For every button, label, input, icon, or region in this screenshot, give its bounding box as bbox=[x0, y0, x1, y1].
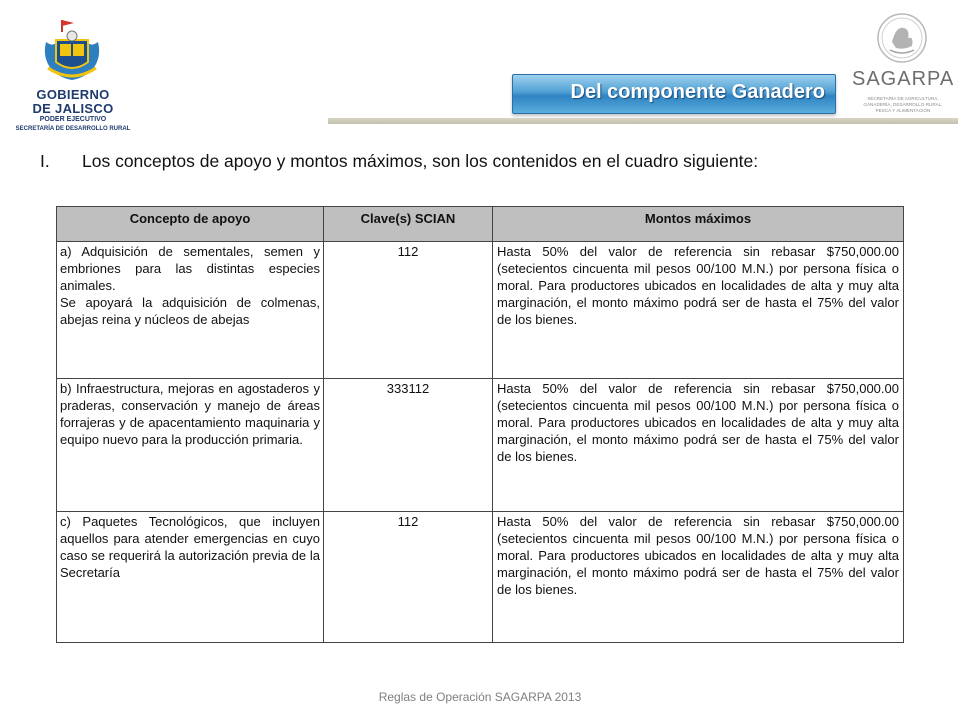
jalisco-logo-line2: DE JALISCO bbox=[32, 101, 114, 116]
table-row bbox=[57, 512, 904, 643]
monto-cell: Hasta 50% del valor de referencia sin rebasar $750,000.00 (setecientos cincuenta mil pesos 00/100 M.N.) por persona física o moral. Para productores ubicados en localidades de alta y muy alta marginación, el monto máximo podrá ser de hasta el 75% del valor de los bienes. bbox=[493, 242, 904, 379]
section-title: Del componente Ganadero bbox=[570, 81, 825, 103]
jalisco-logo-line4: SECRETARÍA DE DESARROLLO RURAL bbox=[15, 126, 131, 132]
concept-text-2: Se apoyará la adquisición de colmenas, abejas reina y núcleos de abejas bbox=[60, 294, 320, 327]
sagarpa-subtitle-2: GANADERÍA, DESARROLLO RURAL, bbox=[863, 102, 943, 107]
intro-paragraph bbox=[40, 151, 758, 172]
header-clave: Clave(s) SCIAN bbox=[324, 207, 493, 242]
header-montos: Montos máximos bbox=[493, 207, 904, 242]
monto-cell: Hasta 50% del valor de referencia sin rebasar $750,000.00 (setecientos cincuenta mil pesos 00/100 M.N.) por persona física o moral. Para productores ubicados en localidades de alta y muy alta marginación, el monto máximo podrá ser de hasta el 75% del valor de los bienes. bbox=[493, 512, 904, 643]
concept-cell bbox=[57, 512, 324, 643]
intro-number: I. bbox=[40, 151, 50, 171]
concept-text: c) Paquetes Tecnológicos, que incluyen aquellos para atender emergencias en cuyo caso se requerirá la autorización previa de la Secretaría bbox=[60, 514, 320, 580]
footer-text: Reglas de Operación SAGARPA 2013 bbox=[378, 690, 582, 704]
concept-cell bbox=[57, 242, 324, 379]
monto-cell: Hasta 50% del valor de referencia sin rebasar $750,000.00 (setecientos cincuenta mil pesos 00/100 M.N.) por persona física o moral. Para productores ubicados en localidades de alta y muy alta marginación, el monto máximo podrá ser de hasta el 75% del valor de los bienes. bbox=[493, 379, 904, 512]
mexican-eagle-seal-icon bbox=[876, 12, 928, 64]
table-row bbox=[57, 379, 904, 512]
sagarpa-logo bbox=[852, 8, 955, 128]
sagarpa-subtitle-1: SECRETARÍA DE AGRICULTURA, bbox=[867, 96, 939, 101]
table-row bbox=[57, 242, 904, 379]
concept-text: b) Infraestructura, mejoras en agostaderos y praderas, conservación y manejo de áreas forrajeras y de apacentamiento maquinaria y equipo nuevo para la producción primaria. bbox=[60, 381, 320, 447]
gobierno-jalisco-logo bbox=[8, 8, 138, 132]
sagarpa-wordmark: SAGARPA bbox=[852, 68, 955, 90]
support-concepts-table bbox=[56, 206, 904, 643]
clave-cell: 333112 bbox=[324, 379, 493, 512]
concept-text: a) Adquisición de sementales, semen y embriones para las distintas especies animales. bbox=[60, 244, 320, 293]
jalisco-logo-line3: PODER EJECUTIVO bbox=[39, 116, 107, 123]
concept-cell bbox=[57, 379, 324, 512]
intro-text: Los conceptos de apoyo y montos máximos, son los contenidos en el cuadro siguiente: bbox=[82, 151, 759, 171]
table-header-row bbox=[57, 207, 904, 242]
header-divider bbox=[328, 118, 958, 124]
header-concepto: Concepto de apoyo bbox=[57, 207, 324, 242]
jalisco-coat-of-arms-icon bbox=[40, 18, 104, 84]
jalisco-logo-line1: GOBIERNO bbox=[36, 87, 110, 102]
clave-cell: 112 bbox=[324, 512, 493, 643]
sagarpa-subtitle-3: PESCA Y ALIMENTACIÓN bbox=[875, 108, 931, 113]
clave-cell: 112 bbox=[324, 242, 493, 379]
section-title-banner bbox=[512, 74, 836, 114]
